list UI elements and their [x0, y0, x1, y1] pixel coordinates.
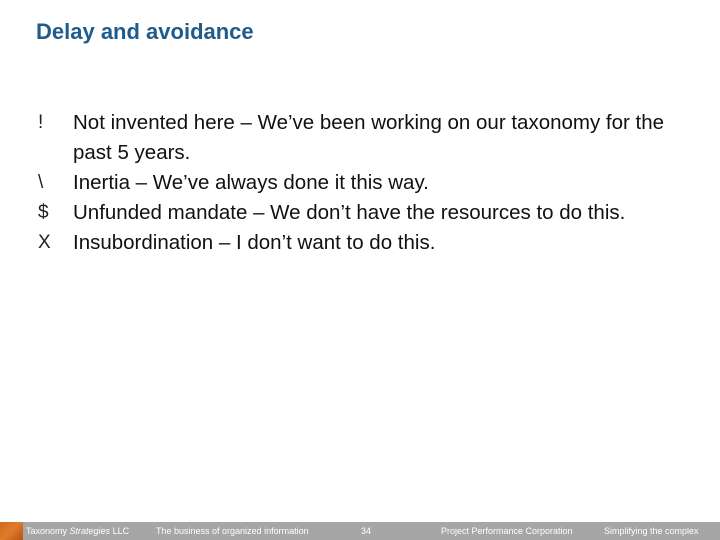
footer-tagline-right: Simplifying the complex [604, 526, 699, 536]
dollar-bullet-icon: $ [38, 202, 49, 223]
footer-partner-name: Project Performance Corporation [441, 526, 573, 536]
backslash-bullet-icon: \ [38, 172, 44, 193]
bullet-text: Unfunded mandate – We don’t have the resources to do this. [73, 201, 626, 224]
bullet-text: Inertia – We’ve always done it this way. [73, 171, 429, 194]
bullet-text: Insubordination – I don’t want to do this. [73, 231, 436, 254]
bullet-text: Not invented here – We’ve been working on our taxonomy for the past 5 years. [73, 111, 665, 164]
x-bullet-icon: X [38, 232, 51, 253]
bullet-item [38, 198, 688, 228]
page-number: 34 [361, 526, 372, 536]
footer-bar [0, 522, 720, 540]
bullet-item [38, 228, 688, 258]
bullet-list [38, 108, 688, 258]
company-logo-icon [0, 522, 23, 540]
slide-title: Delay and avoidance [36, 19, 254, 44]
footer-tagline-left: The business of organized information [156, 526, 309, 536]
exclamation-bullet-icon: ! [38, 112, 44, 133]
bullet-item [38, 168, 688, 198]
footer-company-name: Taxonomy Strategies LLC [26, 526, 130, 536]
bullet-item [38, 108, 688, 168]
